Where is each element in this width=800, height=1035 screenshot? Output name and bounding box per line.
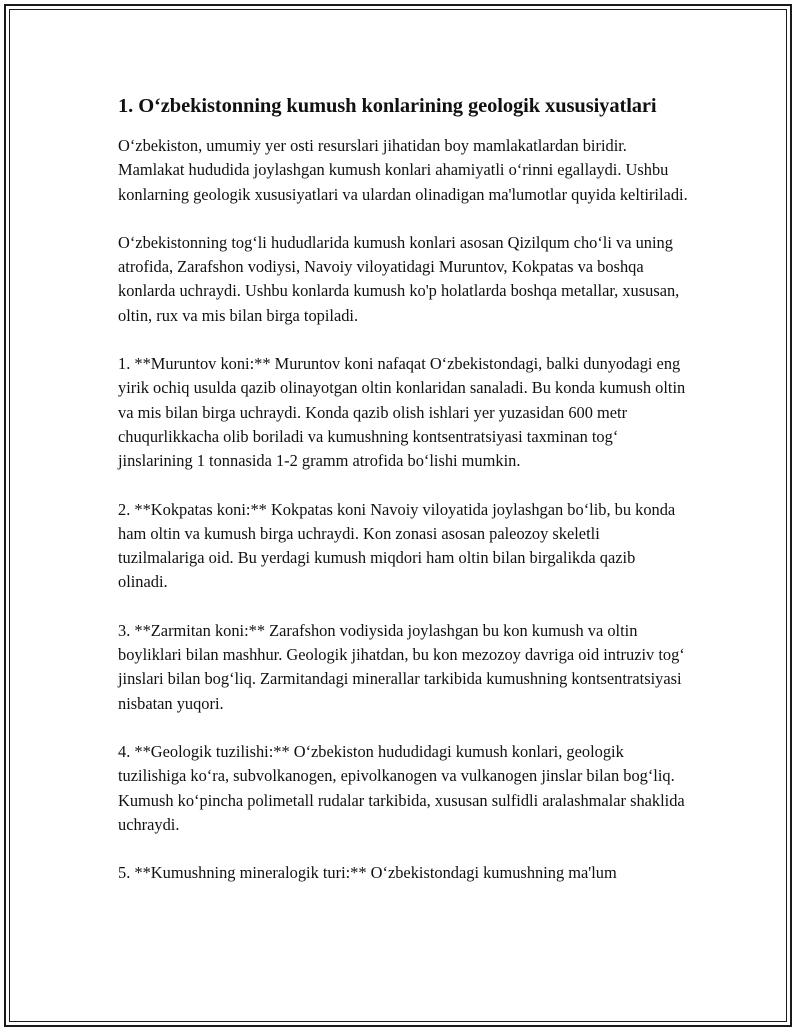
paragraph-mineralogy: 5. **Kumushning mineralogik turi:** O‘zbekistondagi kumushning ma'lum (118, 863, 617, 883)
paragraph-geology: 4. **Geologik tuzilishi:** O‘zbekiston hududidagi kumush konlari, geologik tuzilishiga ko‘ra, subvolkanogen, epivolkanogen va vulkanogen jinslar bilan bog‘liq. Kumush ko‘pincha polimetall rudalar tarkibida, xususan sulfidli aralashmalar shaklida uchraydi. (118, 741, 685, 834)
document-body (118, 92, 688, 909)
paragraph-zarmitan: 3. **Zarmitan koni:** Zarafshon vodiysida joylashgan bu kon kumush va oltin boyliklari bilan mashhur. Geologik jihatdan, bu kon mezozoy davriga oid intruziv tog‘ jinslari bilan bog‘liq. Zarmitandagi minerallar tarkibida kumushning kontsentratsiyasi nisbatan yuqori. (118, 620, 685, 713)
section-heading: 1. O‘zbekistonning kumush konlarining geologik xususiyatlari (118, 95, 657, 117)
paragraph-muruntov: 1. **Muruntov koni:** Muruntov koni nafaqat O‘zbekistondagi, balki dunyodagi eng yirik ochiq usulda qazib olinayotgan oltin konlaridan sanaladi. Bu konda kumush oltin va mis bilan birga uchraydi. Konda qazib olish ishlari yer yuzasidan 600 metr chuqurlikkacha olib boriladi va kumushning kontsentratsiyasi taxminan tog‘ jinslarining 1 tonnasida 1-2 gramm atrofida bo‘lishi mumkin. (118, 354, 686, 471)
paragraph-intro: O‘zbekiston, umumiy yer osti resurslari jihatidan boy mamlakatlardan biridir. Mamlakat hududida joylashgan kumush konlari ahamiyatli o‘rinni egallaydi. Ushbu konlarning geologik xususiyatlari va ulardan olinadigan ma'lumotlar quyida keltiriladi. (118, 136, 688, 204)
paragraph-kokpatas: 2. **Kokpatas koni:** Kokpatas koni Navoiy viloyatida joylashgan bo‘lib, bu konda ham oltin va kumush birga uchraydi. Kon zonasi asosan paleozoy skeletli tuzilmalariga oid. Bu yerdagi kumush miqdori ham oltin bilan birgalikda qazib olinadi. (118, 499, 676, 592)
paragraph-regions: O‘zbekistonning tog‘li hududlarida kumush konlari asosan Qizilqum cho‘li va uning atrofida, Zarafshon vodiysi, Navoiy viloyatidagi Muruntov, Kokpatas va boshqa konlarda uchraydi. Ushbu konlarda kumush ko'p holatlarda boshqa metallar, xususan, oltin, rux va mis bilan birga topiladi. (118, 232, 680, 325)
